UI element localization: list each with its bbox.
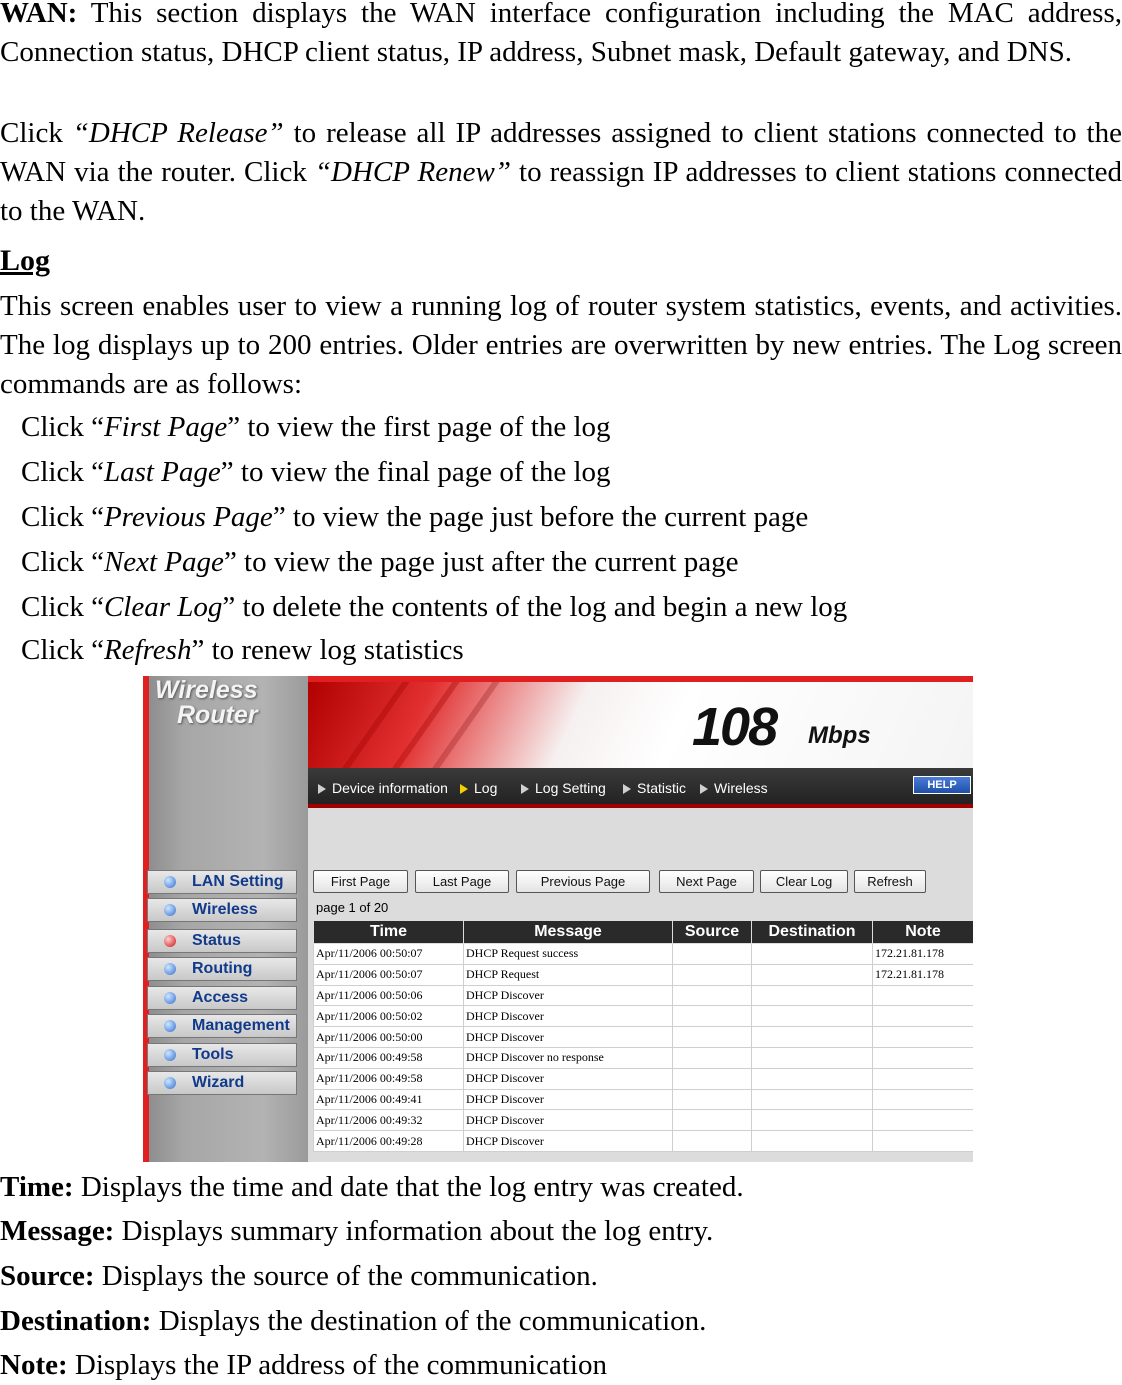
banner-speed: 108: [692, 697, 777, 757]
table-row: [314, 1027, 974, 1048]
note-cell: [873, 1131, 974, 1152]
command-name: Last Page: [103, 456, 221, 488]
command-text: ” to view the page just before the current page: [272, 501, 809, 533]
note-cell: [873, 1006, 974, 1027]
menu-item-label: Wireless: [714, 780, 768, 796]
sidebar-item-label: Status: [192, 932, 241, 949]
message-cell: DHCP Discover: [464, 1089, 673, 1110]
sidebar-item-status[interactable]: [147, 929, 297, 953]
wan-term: WAN:: [0, 0, 78, 29]
command-name: Clear Log: [103, 591, 223, 623]
wan-description: This section displays the WAN interface configuration including the MAC address, Connection status, DHCP client status, IP address, Subnet mask, Default gateway, and DNS.: [0, 0, 1122, 68]
time-cell: Apr/11/2006 00:49:58: [314, 1047, 464, 1068]
definition-term: Note:: [0, 1349, 68, 1381]
command-text: Click “: [21, 546, 104, 578]
table-row: [314, 1047, 974, 1068]
dhcp-text-3: to reassign IP addresses to client stations connected to the WAN.: [0, 156, 1122, 227]
definition-item: [0, 1302, 706, 1341]
definition-text: Displays the source of the communication.: [94, 1260, 598, 1292]
sidebar-item-management[interactable]: [147, 1014, 297, 1038]
source-cell: [673, 1068, 752, 1089]
sidebar-item-label: Routing: [192, 960, 253, 977]
column-header-note[interactable]: Note: [873, 921, 974, 944]
sidebar-item-label: Access: [192, 989, 249, 1006]
destination-cell: [752, 1110, 873, 1131]
time-cell: Apr/11/2006 00:50:07: [314, 944, 464, 965]
first-page-button[interactable]: First Page: [313, 870, 408, 893]
message-cell: DHCP Discover: [464, 1068, 673, 1089]
note-cell: [873, 1068, 974, 1089]
logo-line-2: Router: [177, 701, 258, 729]
bullet-icon: [164, 963, 176, 975]
bullet-icon: [164, 1077, 176, 1089]
command-name: Next Page: [103, 546, 224, 578]
triangle-right-icon: [623, 784, 631, 794]
definition-term: Time:: [0, 1171, 74, 1203]
sidebar-item-label: Tools: [192, 1046, 234, 1063]
menu-item-label: Device information: [332, 780, 448, 796]
definition-text: Displays the destination of the communication.: [151, 1305, 707, 1337]
table-row: [314, 944, 974, 965]
sidebar-item-routing[interactable]: [147, 957, 297, 981]
column-header-time[interactable]: Time: [314, 921, 464, 944]
bullet-icon: [164, 904, 176, 916]
note-cell: [873, 1027, 974, 1048]
help-button[interactable]: HELP: [913, 776, 971, 794]
time-cell: Apr/11/2006 00:49:32: [314, 1110, 464, 1131]
definition-text: Displays the time and date that the log entry was created.: [73, 1171, 744, 1203]
bullet-icon: [164, 876, 176, 888]
message-cell: DHCP Discover: [464, 985, 673, 1006]
router-sidebar: [143, 676, 308, 1162]
dhcp-release-term: “DHCP Release”: [72, 117, 284, 149]
clear-log-button[interactable]: Clear Log: [760, 870, 848, 893]
table-row: [314, 1110, 974, 1131]
column-header-destination[interactable]: Destination: [752, 921, 873, 944]
source-cell: [673, 985, 752, 1006]
command-name: Previous Page: [103, 501, 273, 533]
menu-item-device-information[interactable]: [318, 780, 448, 796]
log-panel: [308, 808, 973, 1162]
note-cell: [873, 1047, 974, 1068]
message-cell: DHCP Request: [464, 964, 673, 985]
log-table-header: [314, 921, 974, 944]
source-cell: [673, 1006, 752, 1027]
note-cell: [873, 1110, 974, 1131]
menu-item-label: Log: [474, 780, 498, 796]
destination-cell: [752, 1027, 873, 1048]
bullet-icon: [164, 1020, 176, 1032]
refresh-button[interactable]: Refresh: [854, 870, 926, 893]
log-command-item: [21, 588, 847, 627]
log-heading: Log: [0, 244, 51, 277]
source-cell: [673, 1027, 752, 1048]
destination-cell: [752, 985, 873, 1006]
command-text: ” to view the final page of the log: [220, 456, 611, 488]
sidebar-item-label: LAN Setting: [192, 873, 284, 890]
command-name: First Page: [103, 411, 228, 443]
dhcp-renew-term: “DHCP Renew”: [314, 156, 511, 188]
destination-cell: [752, 1047, 873, 1068]
log-command-item: [21, 498, 808, 537]
log-description: This screen enables user to view a running log of router system statistics, events, and activities. The log displays up to 200 entries. Older entries are overwritten by new entries. The Log screen commands are as follows:: [0, 290, 1122, 400]
wan-paragraph: [0, 0, 1122, 72]
destination-cell: [752, 1089, 873, 1110]
menu-item-statistic[interactable]: [623, 780, 686, 796]
message-cell: DHCP Discover: [464, 1006, 673, 1027]
message-cell: DHCP Request success: [464, 944, 673, 965]
menu-item-log-setting[interactable]: [521, 780, 606, 796]
page-indicator: page 1 of 20: [316, 900, 389, 915]
banner-streak: [378, 676, 463, 768]
dhcp-text-1: Click: [0, 117, 73, 149]
definition-term: Message:: [0, 1215, 115, 1247]
source-cell: [673, 964, 752, 985]
time-cell: Apr/11/2006 00:50:06: [314, 985, 464, 1006]
definition-item: [0, 1346, 607, 1385]
command-text: ” to view the first page of the log: [227, 411, 611, 443]
triangle-right-icon: [318, 784, 326, 794]
triangle-right-icon: [700, 784, 708, 794]
menu-item-label: Log Setting: [535, 780, 606, 796]
log-command-item: [21, 543, 738, 582]
time-cell: Apr/11/2006 00:50:02: [314, 1006, 464, 1027]
source-cell: [673, 944, 752, 965]
sidebar-item-label: Wireless: [192, 901, 258, 918]
definition-item: [0, 1168, 744, 1207]
definition-term: Source:: [0, 1260, 95, 1292]
router-banner: [308, 676, 973, 768]
log-command-item: [21, 453, 611, 492]
command-text: ” to delete the contents of the log and begin a new log: [222, 591, 848, 623]
note-cell: [873, 1089, 974, 1110]
sidebar-item-lan-setting[interactable]: [147, 870, 297, 894]
message-cell: DHCP Discover no response: [464, 1047, 673, 1068]
previous-page-button[interactable]: Previous Page: [516, 870, 650, 893]
definition-text: Displays the IP address of the communication: [67, 1349, 607, 1381]
note-cell: 172.21.81.178: [873, 944, 974, 965]
column-header-source[interactable]: Source: [673, 921, 752, 944]
destination-cell: [752, 1068, 873, 1089]
router-logo: [151, 678, 301, 728]
destination-cell: [752, 964, 873, 985]
note-cell: [873, 985, 974, 1006]
command-text: Click “: [21, 634, 104, 666]
log-command-item: [21, 631, 464, 670]
definition-item: [0, 1257, 598, 1296]
triangle-right-icon: [521, 784, 529, 794]
definition-term: Destination:: [0, 1305, 152, 1337]
message-cell: DHCP Discover: [464, 1110, 673, 1131]
active-bullet-icon: [164, 935, 176, 947]
note-cell: 172.21.81.178: [873, 964, 974, 985]
table-row: [314, 1068, 974, 1089]
sidebar-item-label: Wizard: [192, 1074, 245, 1091]
source-cell: [673, 1089, 752, 1110]
table-row: [314, 1089, 974, 1110]
table-row: [314, 964, 974, 985]
log-table: [313, 920, 973, 1152]
source-cell: [673, 1131, 752, 1152]
message-cell: DHCP Discover: [464, 1027, 673, 1048]
destination-cell: [752, 1131, 873, 1152]
router-menubar: [308, 768, 973, 808]
dhcp-text-2: to release all IP addresses assigned to client stations connected to the WAN via the router. Click: [0, 117, 1122, 188]
command-name: Refresh: [103, 634, 192, 666]
menu-item-wireless[interactable]: [700, 780, 768, 796]
router-log-screenshot: [143, 676, 973, 1162]
sidebar-item-label: Management: [192, 1017, 290, 1034]
triangle-right-icon: [460, 784, 468, 794]
sidebar-item-wireless[interactable]: [147, 898, 297, 922]
last-page-button[interactable]: Last Page: [415, 870, 509, 893]
time-cell: Apr/11/2006 00:49:41: [314, 1089, 464, 1110]
command-text: ” to renew log statistics: [191, 634, 464, 666]
command-text: Click “: [21, 456, 104, 488]
time-cell: Apr/11/2006 00:49:28: [314, 1131, 464, 1152]
table-row: [314, 1131, 974, 1152]
sidebar-item-access[interactable]: [147, 986, 297, 1010]
sidebar-item-tools[interactable]: [147, 1043, 297, 1067]
table-row: [314, 1006, 974, 1027]
time-cell: Apr/11/2006 00:49:58: [314, 1068, 464, 1089]
bullet-icon: [164, 1049, 176, 1061]
source-cell: [673, 1110, 752, 1131]
table-row: [314, 985, 974, 1006]
menu-item-label: Statistic: [637, 780, 687, 796]
sidebar-item-wizard[interactable]: [147, 1071, 297, 1095]
menu-item-log[interactable]: [460, 780, 497, 796]
time-cell: Apr/11/2006 00:50:07: [314, 964, 464, 985]
log-command-item: [21, 408, 611, 447]
dhcp-paragraph: [0, 114, 1122, 231]
time-cell: Apr/11/2006 00:50:00: [314, 1027, 464, 1048]
destination-cell: [752, 944, 873, 965]
message-cell: DHCP Discover: [464, 1131, 673, 1152]
next-page-button[interactable]: Next Page: [659, 870, 754, 893]
logo-line-1: Wireless: [155, 676, 258, 704]
definition-item: [0, 1212, 713, 1251]
banner-unit: Mbps: [808, 722, 871, 749]
log-table-body: [314, 944, 974, 1152]
command-text: Click “: [21, 591, 104, 623]
command-text: Click “: [21, 411, 104, 443]
bullet-icon: [164, 992, 176, 1004]
command-text: Click “: [21, 501, 104, 533]
definition-text: Displays summary information about the log entry.: [114, 1215, 714, 1247]
source-cell: [673, 1047, 752, 1068]
destination-cell: [752, 1006, 873, 1027]
column-header-message[interactable]: Message: [464, 921, 673, 944]
command-text: ” to view the page just after the current page: [223, 546, 739, 578]
